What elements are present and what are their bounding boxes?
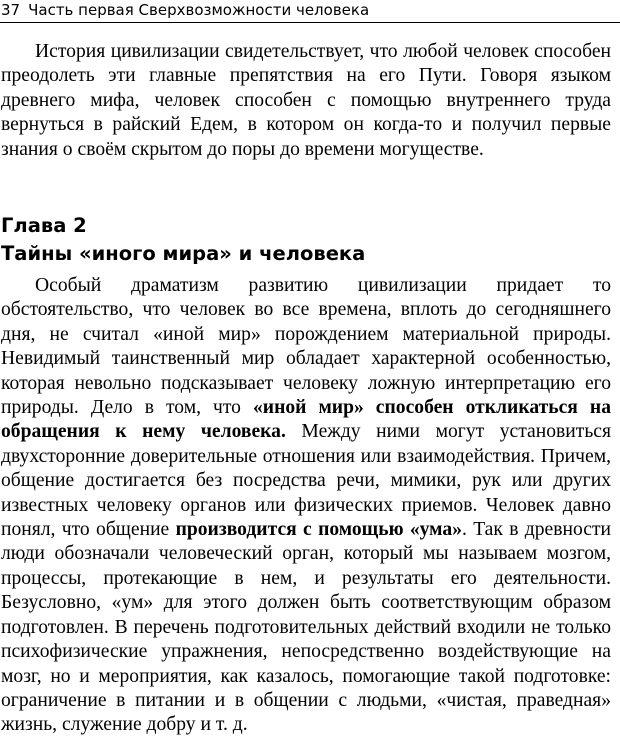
chapter-number: Глава 2 — [1, 214, 87, 237]
paragraph-main-text-1: Особый драматизм развитию цивилизации придает то обстоятельство, что человек во все времена, вплоть до сегодняшнего дня, не считал «иной мир» порождением материальной природы. Невидимый таинственный мир обладает характерной особенностью, которая невольно подсказывает человеку ложную интерпретацию его природы. Дело в том, что — [1, 275, 611, 419]
page-number: 37 — [1, 1, 21, 19]
chapter-title: Тайны «иного мира» и человека — [1, 242, 366, 265]
paragraph-main-bold-1: «иной мир» способен откликаться на обращения к нему человека. — [1, 397, 611, 443]
paragraph-main-text-2: Между ними могут установиться двухсторонние доверительные отношения или взаимодействия. Причем, общение достигается без посредства речи, мимики, рук или других известных человеку органов или физических приемов. Человек давно понял, что общение — [1, 421, 611, 541]
paragraph-main-bold-2: производится с помощью «ума» — [175, 519, 462, 541]
chapter-heading — [1, 212, 365, 268]
running-header — [0, 0, 620, 23]
running-title: Часть первая Сверхвозможности человека — [28, 1, 370, 19]
paragraph-main — [1, 274, 611, 738]
paragraph-intro: История цивилизации свидетельствует, что любой человек способен преодолеть эти главные препятствия на его Пути. Говоря языком древнего мифа, человек способен с помощью внутреннего труда вернуться в райский Едем, в котором он когда-то и получил первые знания о своём скрытом до поры до времени могуществе. — [1, 41, 611, 160]
paragraph-main-text-3: . Так в древности люди обозначали человеческий орган, который мы называем мозгом, процессы, протекающие в нем, и результаты его деятельности. Безусловно, «ум» для этого должен быть соответствующим образом подготовлен. В перечень подготовительных действий входили не только психофизические упражнения, непосредственно воздействующие на мозг, но и мероприятия, как казалось, помогающие такой подготовке: ограничение в питании и в общении с людьми, «чистая, праведная» жизнь, служение добру и т. д. — [1, 519, 612, 736]
